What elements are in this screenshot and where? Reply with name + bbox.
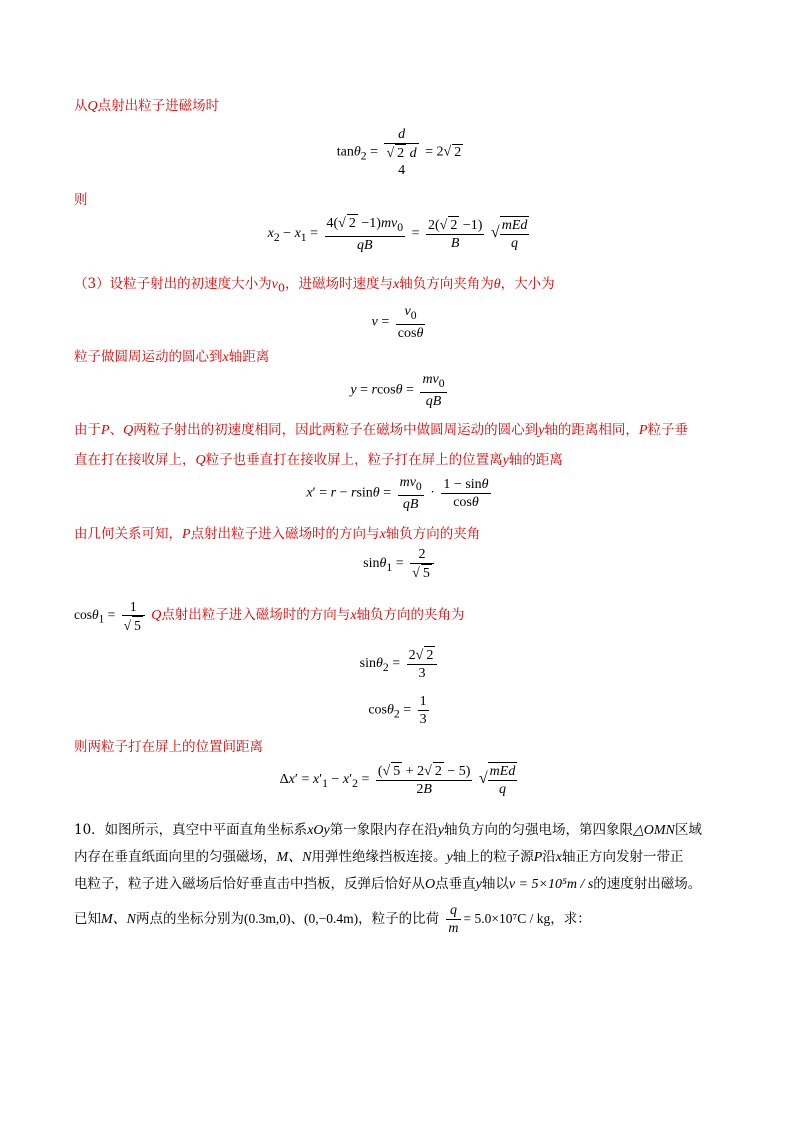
text-line: 由于P、Q两粒子射出的初速度相同，因此两粒子在磁场中做圆周运动的圆心到y轴的距离相同，P粒子垂 bbox=[74, 422, 688, 438]
equation-tan-theta2: tanθ$_2$ = d √ 2 d 4 = 2√ 2 bbox=[336, 127, 462, 178]
equation-x-prime: x′ = r − rsinθ = $\frac{mv_0}{qB}$ · $\frac{1 - \sin\theta}{\cos\theta}$ bbox=[306, 475, 489, 512]
equation-v: v = $\frac{v_0}{\cos\theta}$ bbox=[371, 304, 424, 341]
text-line: 粒子做圆周运动的圆心到x轴距离 bbox=[74, 349, 270, 365]
problem-10-line-2: 内存在垂直纸面向里的匀强磁场，M、N用弹性绝缘挡板连接。y轴上的粒子源P沿x轴正方向发射一带正 bbox=[74, 849, 684, 865]
equation-delta-x: $\Delta x' = x'_1 - x'_2$ = $\frac{(√ 5 + 2√ 2 - 5)}{2B}$ √ $\frac{\text{mEd}}{q}$ bbox=[279, 764, 516, 797]
equation-sin-theta1: sinθ$_1$ = $\frac{2}{√ 5}$ bbox=[0, 546, 800, 582]
text-line: 则 bbox=[74, 192, 88, 208]
equation-cos-theta2: cosθ$_2$ = $\frac{1}{3}$ bbox=[368, 694, 427, 727]
text-line: 由几何关系可知，P点射出粒子进入磁场时的方向与x轴负方向的夹角 bbox=[74, 526, 481, 542]
problem-10-line-3: 电粒子，粒子进入磁场后恰好垂直击中挡板，反弹后恰好从O点垂直y轴以v = 5×10⁵m / s的速度射出磁场。 bbox=[74, 876, 702, 892]
text-line: （3）设粒子射出的初速度大小为$v_0$，进磁场时速度与x轴负方向夹角为θ，大小为 bbox=[74, 276, 555, 295]
problem-10-line-4: 已知M、N两点的坐标分别为(0.3m,0)、(0,−0.4m)，粒子的比荷 $\frac{q}{m}$ = 5.0×10⁷C / kg，求： bbox=[74, 903, 591, 936]
text-line: 直在打在接收屏上，Q粒子也垂直打在接收屏上，粒子打在屏上的位置离y轴的距离 bbox=[74, 452, 563, 468]
problem-10-line-1: 10．如图所示，真空中平面直角坐标系xOy第一象限内存在沿y轴负方向的匀强电场，第四象限△OMN区域 bbox=[74, 822, 702, 838]
problem-10 bbox=[74, 817, 754, 937]
equation-y: y = rcosθ = $\frac{mv_0}{qB}$ bbox=[350, 372, 445, 409]
text-line: cosθ$_1$ = $\frac{1}{√ 5}$ Q点射出粒子进入磁场时的方向与x轴负方向的夹角为 bbox=[74, 599, 465, 633]
equation-sin-theta2: sinθ$_2$ = $\frac{2√ 2}{3}$ bbox=[0, 646, 800, 682]
equation-x2-x1: $x_2 - x_1$ = $\frac{4(√ 2 -1)mv_0}{qB}$ = $\frac{2(√ 2 -1)}{B}$ √ $\frac{\text{mEd}}{q}$ bbox=[267, 216, 528, 253]
text-line: 则两粒子打在屏上的位置间距离 bbox=[74, 739, 263, 755]
text-line: 从Q点射出粒子进磁场时 bbox=[74, 98, 220, 114]
